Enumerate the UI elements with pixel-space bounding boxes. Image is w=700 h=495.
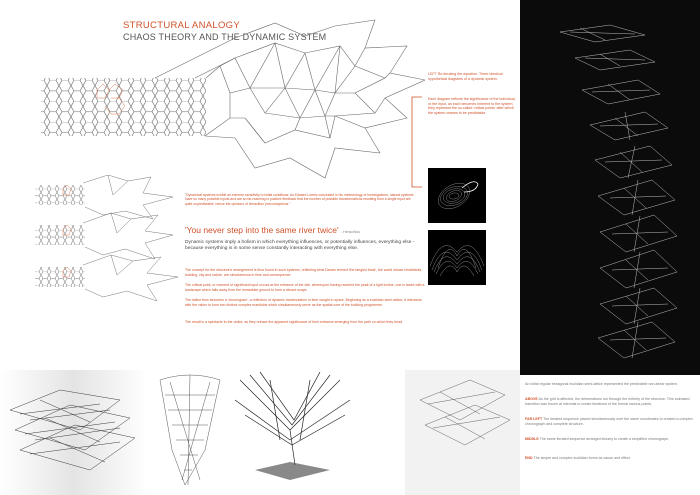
iteration-stack-panel (520, 0, 700, 375)
bottom-note-1-lead: ABOVE (525, 397, 538, 401)
page-title: STRUCTURAL ANALOGY (123, 20, 240, 31)
quote-attribution: - Heraclitus (340, 230, 360, 234)
bottom-note-4 (525, 456, 697, 461)
bottom-note-0-text: An initial regular hexagonal euclidian semi-lattice represented the predictable non-linear system. (525, 382, 678, 386)
bottom-note-2 (525, 417, 697, 426)
bottom-image-strip (0, 370, 520, 495)
bottom-note-4-lead: END (525, 456, 533, 460)
attractor-image-1 (428, 168, 486, 223)
body-paragraph-3: The lattice thus becomes a 'chronogram', a reflection of dynamic transmutation in time caught in space. Beginning as a euclidian semi-lattice, it intersects with the visitor to form two distinct complex manifolds which simultaneously serve as the spatial core of the building programme. (185, 298, 422, 307)
bottom-note-1 (525, 397, 697, 406)
right-note-second: Each diagram reflects the significance of the individual, or the input, as each becomes inherent to the system, they represent the so-called 'critical points' after which the system ceases to be predictable. (428, 97, 516, 115)
bottom-note-2-text: The iterated sequence placed simultaneously over the same coordinates to created a complex chronograph and complete structure. (525, 417, 693, 426)
bottom-note-1-text: As the grid is affected, the deformations run through the entirety of the structure. This animated transition was frozen at intervals to create iterations of the formal various points. (525, 397, 690, 406)
page-subtitle: CHAOS THEORY AND THE DYNAMIC SYSTEM (123, 32, 327, 42)
right-note-top: LEFT Re-iterating the equation. Three identical hypothetical diagrams of a dynamic system. (428, 72, 503, 81)
body-paragraph-4: The result is a spectacle to the visitor, as they retrace the apparent significance of their entrance emerging from the path on which they tread. (185, 320, 404, 324)
heraclitus-quote (185, 225, 360, 235)
quote-text: 'You never step into the same river twice' (185, 225, 339, 235)
lead-paragraph: Dynamic systems imply a holism in which everything influences, or potentially influences, everything else - because everything is in some sense constantly interacting with everything else. (185, 240, 415, 252)
bottom-note-3-lead: MIDDLE (525, 437, 539, 441)
lorenz-caption: "Dynamical systems exhibit an extreme sensitivity to initial conditions. As Edward Lorenz concluded in his meteorology of investigations, natural systems have so many possible inputs and are so far-reaching in positive feedback that the number of possible transformations resulting from a single input are quite unpredictable, hence the opinions of Heraclitus' preconceptions." (185, 193, 414, 206)
bottom-note-3 (525, 437, 697, 442)
bottom-note-2-lead: FAR LEFT (525, 417, 543, 421)
hexagon-lattice-diagram (35, 18, 425, 183)
attractor-image-2 (428, 230, 486, 285)
body-paragraph-1: The concept for the structure's arrangement is thus found in such systems, reflecting what Darwin termed 'the tangled bank', the world whose inhabitants, building, city and nature, are simultaneous in time and consequence. (185, 268, 423, 277)
bottom-note-4-text: The simple and complex euclidian forms as cause and effect. (533, 456, 631, 460)
connector-line (408, 95, 426, 190)
three-iterations-diagram (33, 175, 183, 305)
body-paragraph-2: The critical point, or moment of significant input occurs at the entrance of the site, whereupon having reached the peak of a light incline, one is faced with a landscape which falls away from the immediate ground to form a vibrant scape. (185, 283, 425, 292)
bottom-note-0 (525, 382, 697, 387)
bottom-note-3-text: The same iterated sequence arranged linearly to create a simplified chronograph. (539, 437, 670, 441)
